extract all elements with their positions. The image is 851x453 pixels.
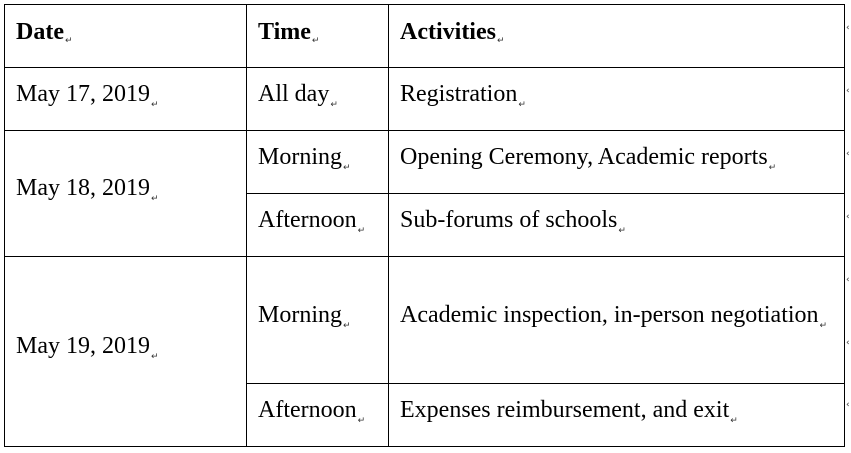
paragraph-mark-icon: ↵ [518, 99, 526, 110]
paragraph-mark-icon: ↵ [768, 162, 777, 173]
row-end-mark-icon: ‹ [846, 212, 850, 222]
header-activities: Activities↵ [389, 5, 845, 68]
header-time: Time↵ [247, 5, 389, 68]
time-cell: Afternoon$_↵$ [247, 194, 389, 257]
paragraph-mark-icon: ↵ [151, 99, 159, 110]
paragraph-mark-icon: ↵ [151, 194, 159, 204]
paragraph-mark-icon: ↵ [343, 320, 351, 331]
paragraph-mark-icon: ↵ [357, 415, 366, 426]
paragraph-mark-icon: ↵ [64, 35, 73, 46]
table-row [5, 131, 845, 194]
date-cell: May 18, $2019_↵$ [5, 131, 247, 257]
header-date: Date↵ [5, 5, 247, 68]
paragraph-mark-icon: ↵ [496, 35, 505, 46]
row-end-mark-icon: ‹ [846, 23, 850, 33]
paragraph-mark-icon: ↵ [311, 35, 320, 46]
activity-cell: Sub-forums of schools$_↵$ [389, 194, 845, 257]
paragraph-mark-icon: ↵ [730, 415, 738, 426]
paragraph-mark-icon: ↵ [330, 99, 338, 110]
date-cell: May 17, $2019_↵$ [5, 68, 247, 131]
time-cell: Morning$_↵$ [247, 131, 389, 194]
paragraph-mark-icon: ↵ [618, 225, 626, 236]
paragraph-mark-icon: ↵ [819, 320, 828, 331]
row-end-mark-icon: ‹ [846, 149, 850, 159]
table-row [5, 257, 845, 384]
table-row [5, 68, 845, 131]
time-cell: Morning$_↵$ [247, 257, 389, 384]
paragraph-mark-icon: ↵ [343, 162, 351, 173]
paragraph-mark-icon: ↵ [357, 225, 366, 236]
activity-cell: Expenses reimbursement, and exit$_↵$ [389, 384, 845, 447]
activity-cell: Academic inspection, in-person negotiation$_↵$ [389, 257, 845, 384]
paragraph-mark-icon: ↵ [151, 352, 159, 362]
schedule-table [4, 4, 845, 447]
header-row [5, 5, 845, 68]
time-cell: Afternoon$_↵$ [247, 384, 389, 447]
time-cell: All day$_↵$ [247, 68, 389, 131]
row-end-mark-icon: ‹ [846, 275, 850, 285]
row-end-mark-icon: ‹ [846, 338, 850, 348]
activity-cell: Opening Ceremony, Academic reports$_↵$ [389, 131, 845, 194]
row-end-mark-icon: ‹ [846, 400, 850, 410]
date-cell: May 19, $2019_↵$ [5, 257, 247, 447]
activity-cell: Registration$_↵$ [389, 68, 845, 131]
row-end-mark-icon: ‹ [846, 86, 850, 96]
